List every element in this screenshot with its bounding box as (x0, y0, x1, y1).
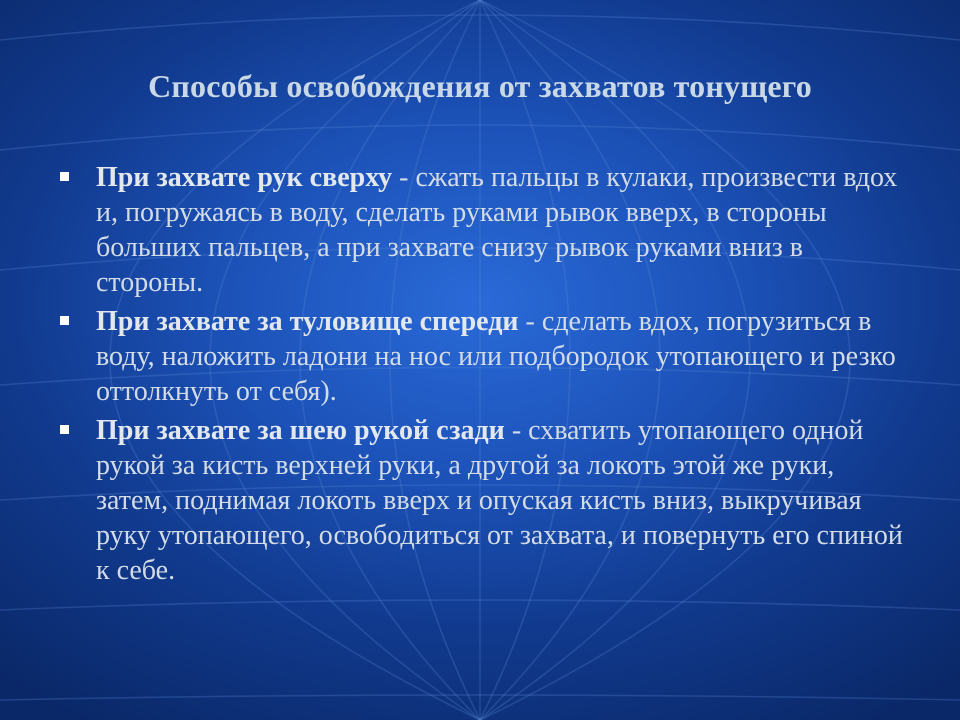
bullet-heading: При захвате за шею рукой сзади (96, 415, 505, 446)
bullet-text: - сжать пальцы в кулаки, произвести вдох и, погружаясь в воду, сделать руками рывок вверх, в стороны больших пальцев, а при захвате снизу рывок руками вниз в стороны. (96, 162, 898, 298)
bullet-list (58, 160, 908, 592)
bullet-item-neck-from-behind (58, 413, 908, 588)
bullet-item-torso-from-front (58, 304, 908, 409)
slide-title: Способы освобождения от захватов тонущего (148, 68, 812, 104)
bullet-text: - сделать вдох, погрузиться в воду, наложить ладони на нос или подбородок утопающего и резко оттолкнуть от себя). (96, 306, 896, 407)
square-bullet-icon (60, 425, 69, 434)
bullet-heading: При захвате рук сверху (96, 162, 393, 193)
bullet-heading: При захвате за туловище спереди (96, 306, 519, 337)
square-bullet-icon (60, 172, 69, 181)
square-bullet-icon (60, 316, 69, 325)
bullet-item-arms-from-above (58, 160, 908, 300)
bullet-text: - схватить утопающего одной рукой за кисть верхней руки, а другой за локоть этой же руки, затем, поднимая локоть вверх и опуская кисть вниз, выкручивая руку утопающего, освободиться от захвата, и повернуть его спиной к себе. (96, 415, 903, 586)
